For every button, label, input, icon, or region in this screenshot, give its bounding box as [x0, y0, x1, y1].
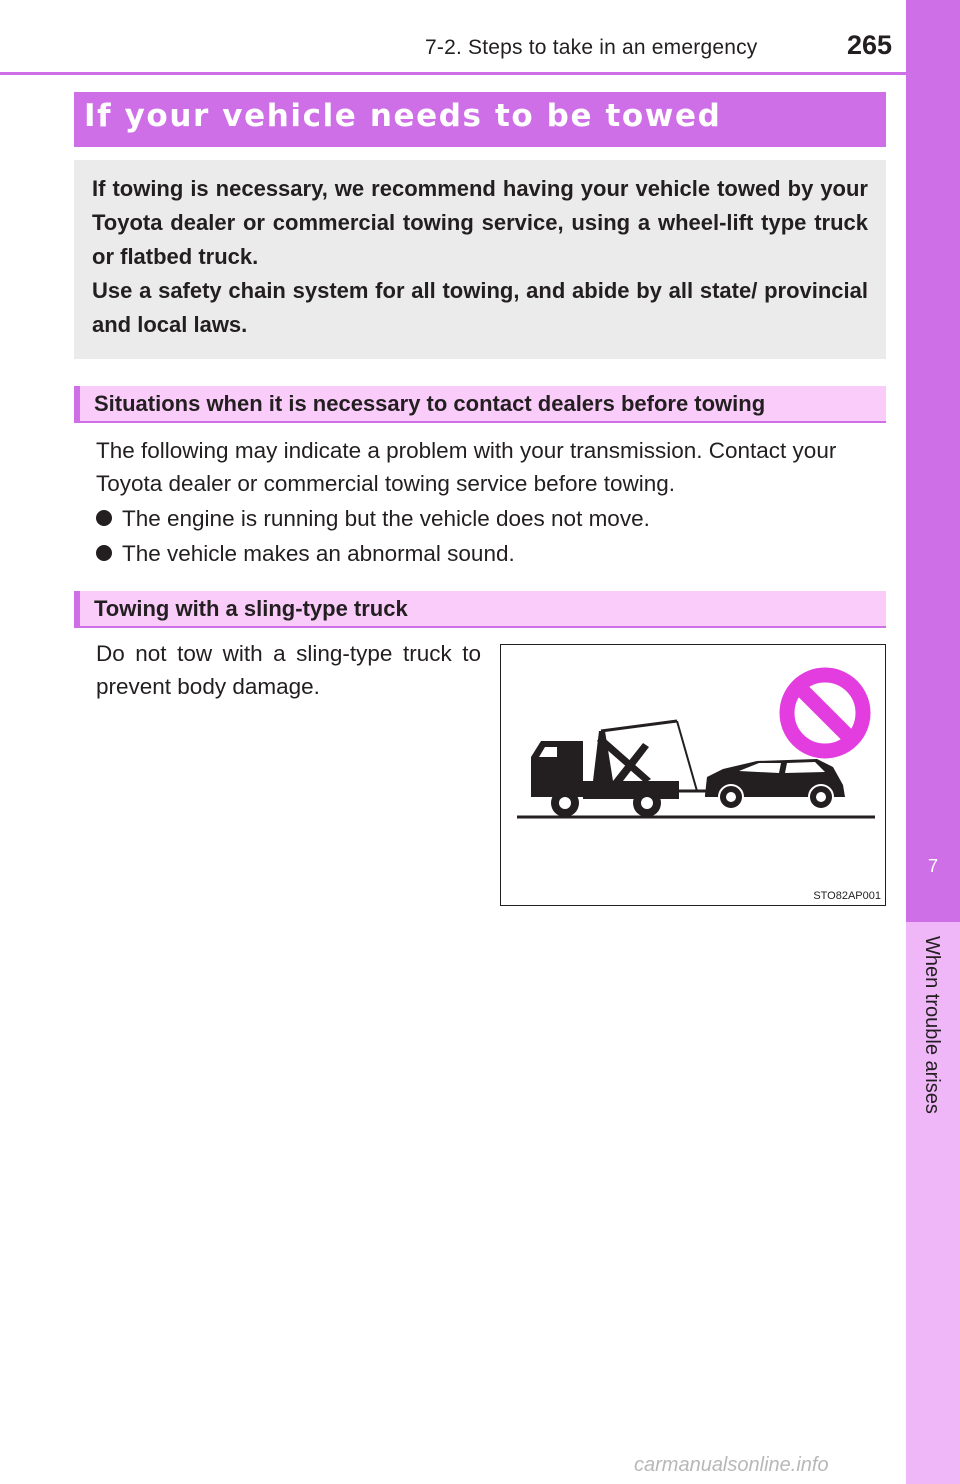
chapter-tab-marker: [906, 0, 960, 922]
sling-tow-truck-drawing: [501, 645, 884, 904]
bullet-icon: [96, 510, 112, 526]
section-heading-sling-truck: [74, 591, 886, 628]
section-heading-text: Towing with a sling-type truck: [94, 596, 408, 621]
section-heading-contact-dealers: [74, 386, 886, 423]
page-title-bar: [74, 92, 886, 147]
section2-body: Do not tow with a sling-type truck to prevent body damage.: [96, 641, 481, 699]
section-header: 7-2. Steps to take in an emergency: [425, 36, 758, 59]
watermark: carmanualsonline.info: [634, 1454, 829, 1476]
list-item: [96, 541, 515, 567]
chapter-side-tab: [906, 0, 960, 1484]
intro-paragraph-1: If towing is necessary, we recommend having your vehicle towed by your Toyota dealer or commercial towing service, using a wheel-lift type truck or flatbed truck.: [92, 176, 868, 269]
chapter-number: 7: [927, 856, 938, 876]
page-number: 265: [847, 30, 893, 60]
figure-code: STO82AP001: [813, 890, 881, 902]
tow-truck-icon: [531, 721, 711, 799]
intro-box: [74, 160, 886, 359]
list-item: [96, 506, 650, 532]
towed-car-icon: [705, 759, 845, 809]
section-heading-text: Situations when it is necessary to contact dealers before towing: [94, 391, 766, 416]
chapter-title: When trouble arises: [921, 936, 943, 1114]
list-item-text: The engine is running but the vehicle does not move.: [122, 506, 650, 531]
prohibition-icon: [787, 675, 863, 751]
section1-body: The following may indicate a problem with your transmission. Contact your Toyota dealer or commercial towing service before towing.: [96, 438, 837, 496]
header-divider: [0, 72, 906, 75]
intro-paragraph-2: Use a safety chain system for all towing, and abide by all state/ provincial and local laws.: [92, 278, 868, 337]
towing-illustration: [500, 644, 886, 906]
list-item-text: The vehicle makes an abnormal sound.: [122, 541, 515, 566]
page-title: If your vehicle needs to be towed: [84, 98, 722, 134]
bullet-icon: [96, 545, 112, 561]
